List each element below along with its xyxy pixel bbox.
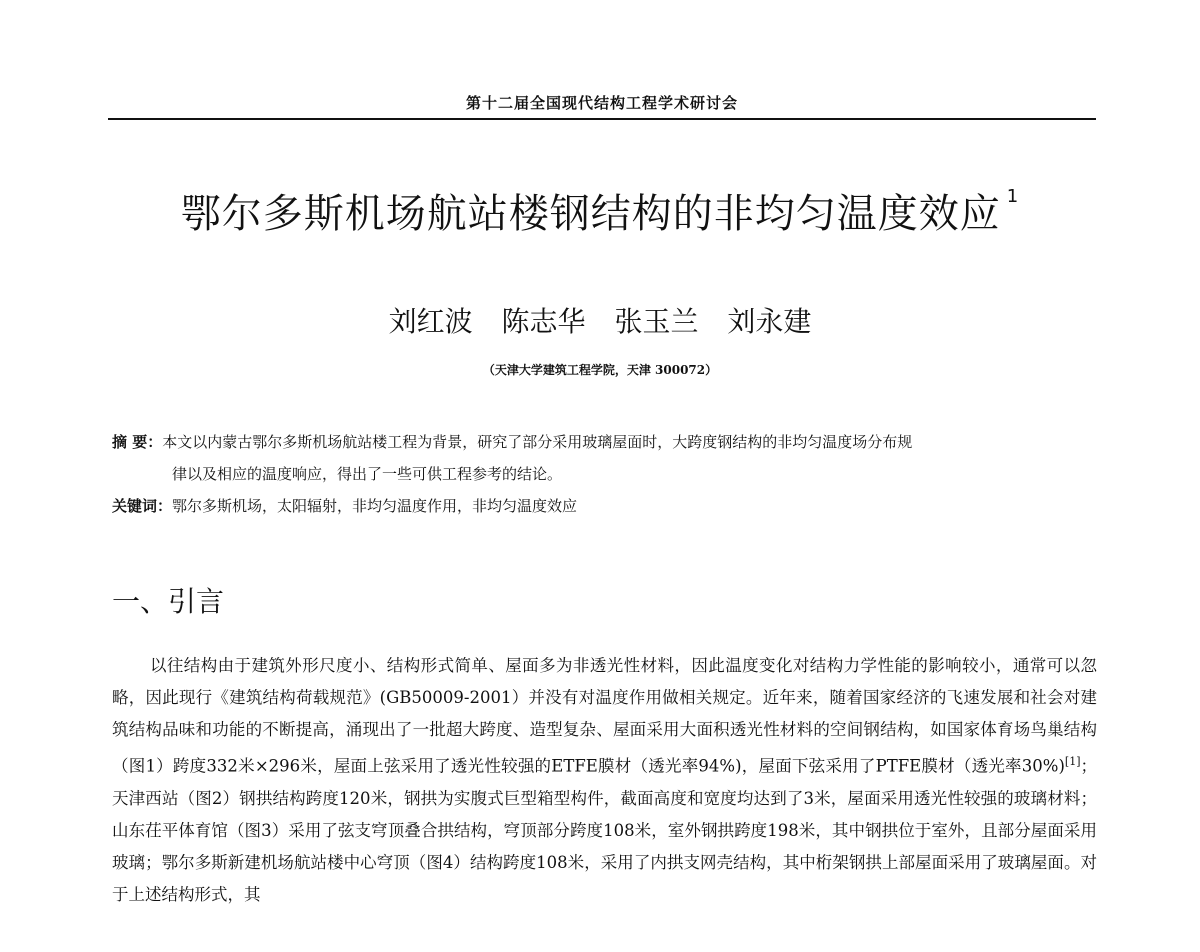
paragraph-1 bbox=[112, 650, 1097, 911]
paper-title bbox=[0, 182, 1200, 239]
abstract-line-1: 本文以内蒙古鄂尔多斯机场航站楼工程为背景，研究了部分采用玻璃屋面时，大跨度钢结构的非均匀温度场分布规 bbox=[162, 433, 913, 451]
keywords-text: 鄂尔多斯机场，太阳辐射，非均匀温度作用，非均匀温度效应 bbox=[172, 497, 578, 515]
conference-header: 第十二届全国现代结构工程学术研讨会 bbox=[465, 94, 738, 112]
citation-ref: [1] bbox=[1064, 755, 1081, 768]
keywords bbox=[112, 495, 1102, 516]
affiliation: （天津大学建筑工程学院，天津 300072） bbox=[482, 363, 718, 377]
abstract-line-2: 律以及相应的温度响应，得出了一些可供工程参考的结论。 bbox=[172, 465, 563, 483]
paragraph-1-part-a: 以往结构由于建筑外形尺度小、结构形式简单、屋面多为非透光性材料，因此温度变化对结构力学性能的影响较小，通常可以忽略，因此现行《建筑结构荷载规范》(GB50009-2001）并没有对温度作用做相关规定。近年来，随着国家经济的飞速发展和社会对建筑结构品味和功能的不断提高，涌现出了一批超大跨度、造型复杂、屋面采用大面积透光性材料的空间钢结构，如国家体育场鸟巢结构（图1）跨度332米×296米，屋面上弦采用了透光性较强的ETFE膜材（透光率94%)，屋面下弦采用了PTFE膜材（透光率30%) bbox=[112, 656, 1097, 776]
author-3: 张玉兰 bbox=[614, 305, 699, 338]
author-4: 刘永建 bbox=[727, 305, 812, 338]
keywords-label: 关键词： bbox=[112, 497, 173, 515]
section-heading-intro: 一、引言 bbox=[112, 585, 225, 618]
body-text bbox=[112, 650, 1097, 911]
title-footnote-mark: 1 bbox=[1006, 186, 1020, 207]
header-rule bbox=[108, 118, 1096, 120]
abstract-label: 摘 要： bbox=[112, 433, 163, 451]
paragraph-1-part-b: ；天津西站（图2）钢拱结构跨度120米，钢拱为实腹式巨型箱型构件，截面高度和宽度均达到了3米，屋面采用透光性较强的玻璃材料；山东茌平体育馆（图3）采用了弦支穹顶叠合拱结构，穹顶部分跨度108米，室外钢拱跨度198米，其中钢拱位于室外，且部分屋面采用玻璃；鄂尔多斯新建机场航站楼中心穹顶（图4）结构跨度108米，采用了内拱支网壳结构，其中桁架钢拱上部屋面采用了玻璃屋面。对于上述结构形式，其 bbox=[112, 756, 1097, 904]
author-1: 刘红波 bbox=[388, 305, 473, 338]
paper-title-text: 鄂尔多斯机场航站楼钢结构的非均匀温度效应 bbox=[180, 191, 1001, 237]
author-2: 陈志华 bbox=[501, 305, 586, 338]
author-list bbox=[0, 300, 1200, 340]
abstract bbox=[112, 426, 1102, 490]
